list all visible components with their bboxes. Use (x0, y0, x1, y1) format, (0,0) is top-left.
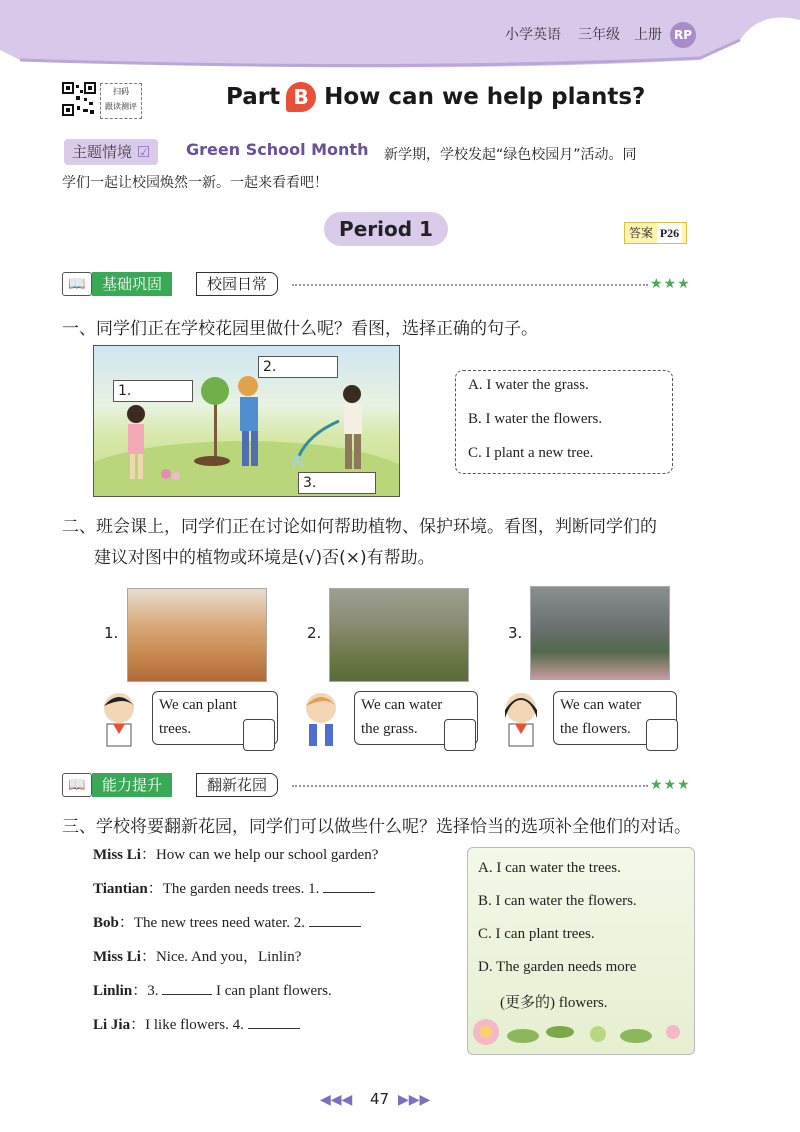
book-icon: 📖 (62, 272, 92, 296)
q2-answer-box-1[interactable] (243, 719, 275, 751)
q3-option-d-cont: (更多的) flowers. (500, 995, 608, 1011)
header-book: 小学英语 (505, 27, 561, 43)
boy-avatar-2 (297, 688, 345, 748)
scan-label[interactable]: 扫码 跟读测评 (100, 83, 142, 119)
q1-blank-2[interactable]: 2. (258, 356, 338, 378)
q2-answer-box-3[interactable] (646, 719, 678, 751)
q1-blank-1[interactable]: 1. (113, 380, 193, 402)
answer-ref[interactable]: 答案 P26 (624, 222, 687, 244)
q1-prompt: 一、同学们正在学校花园里做什么呢？看图，选择正确的句子。 (62, 319, 538, 339)
dialog-line-5: Linlin：3. I can plant flowers. (93, 983, 332, 999)
q3-prompt: 三、学校将要翻新花园，同学们可以做些什么呢？选择恰当的选项补全他们的对话。 (62, 817, 691, 837)
dry-grass-photo (329, 588, 469, 682)
q3-option-b: B. I can water the flowers. (478, 893, 637, 909)
q1-options (455, 370, 673, 474)
divider (292, 785, 648, 787)
star-rating-icon: ★★★ (650, 276, 691, 292)
flower-fountain-photo (530, 586, 670, 680)
q1-blank-3[interactable]: 3. (298, 472, 376, 494)
prev-page-arrows[interactable]: ◀◀◀ (320, 1092, 353, 1108)
q1-option-c: C. I plant a new tree. (468, 445, 594, 461)
q2-prompt-line1: 二、班会课上，同学们正在讨论如何帮助植物、保护环境。看图，判断同学们的 (62, 517, 657, 537)
q2-item2-num: 2. (307, 624, 322, 642)
part-letter-badge: B (286, 82, 316, 112)
dialog-line-6: Li Jia：I like flowers. 4. (93, 1008, 463, 1042)
q3-dialog (93, 838, 463, 1042)
section1-label: 基础巩固 (92, 272, 172, 296)
boy-avatar-1 (95, 688, 143, 748)
dialog-line-4: Miss Li：Nice. And you，Linlin? (93, 949, 302, 965)
period-badge: Period 1 (324, 212, 448, 246)
q2-item1-num: 1. (104, 624, 119, 642)
desert-photo (127, 588, 267, 682)
page-title: Part B How can we help plants? (226, 84, 646, 110)
q3-blank-4[interactable] (248, 1028, 300, 1029)
q3-option-d: D. The garden needs more (478, 959, 637, 975)
q2-item3-num: 3. (508, 624, 523, 642)
q3-blank-1[interactable] (323, 892, 375, 893)
girl-avatar (497, 688, 545, 748)
header-grade: 三年级 (578, 27, 620, 43)
q3-option-a: A. I can water the trees. (478, 860, 621, 876)
divider (292, 284, 648, 286)
page-number: 47 (370, 1090, 390, 1108)
rp-badge: RP (670, 22, 696, 48)
flower-border-decoration (468, 1006, 694, 1054)
theme-name: Green School Month (186, 140, 369, 159)
theme-intro-line1: 新学期，学校发起“绿色校园月”活动。同 (384, 147, 637, 163)
theme-label: 主题情境 ☑ (64, 139, 158, 165)
dialog-line-1: Miss Li：How can we help our school garden? (93, 847, 379, 863)
q2-bubble-3: We can water the flowers. (553, 691, 677, 745)
q1-option-b: B. I water the flowers. (468, 411, 603, 427)
q3-blank-3[interactable] (162, 994, 212, 995)
q3-blank-2[interactable] (309, 926, 361, 927)
next-page-arrows[interactable]: ▶▶▶ (398, 1092, 431, 1108)
section2-sub: 翻新花园 (196, 773, 278, 797)
q2-bubble-2: We can water the grass. (354, 691, 478, 745)
q2-bubble-1: We can plant trees. (152, 691, 278, 745)
star-rating-icon: ★★★ (650, 777, 691, 793)
q3-options (467, 847, 695, 1055)
dialog-line-2: Tiantian：The garden needs trees. 1. (93, 872, 463, 906)
q3-option-c: C. I can plant trees. (478, 926, 595, 942)
q1-option-a: A. I water the grass. (468, 377, 589, 393)
q2-prompt-line2: 建议对图中的植物或环境是(√)否(×)有帮助。 (94, 548, 435, 568)
checkbox-icon: ☑ (136, 143, 151, 161)
theme-intro-line2: 学们一起让校园焕然一新。一起来看看吧！ (62, 175, 328, 191)
q2-answer-box-2[interactable] (444, 719, 476, 751)
book-icon: 📖 (62, 773, 92, 797)
section1-sub: 校园日常 (196, 272, 278, 296)
section2-label: 能力提升 (92, 773, 172, 797)
header-volume: 上册 (634, 27, 662, 43)
dialog-line-3: Bob：The new trees need water. 2. (93, 906, 463, 940)
qr-code-icon[interactable] (62, 82, 96, 116)
